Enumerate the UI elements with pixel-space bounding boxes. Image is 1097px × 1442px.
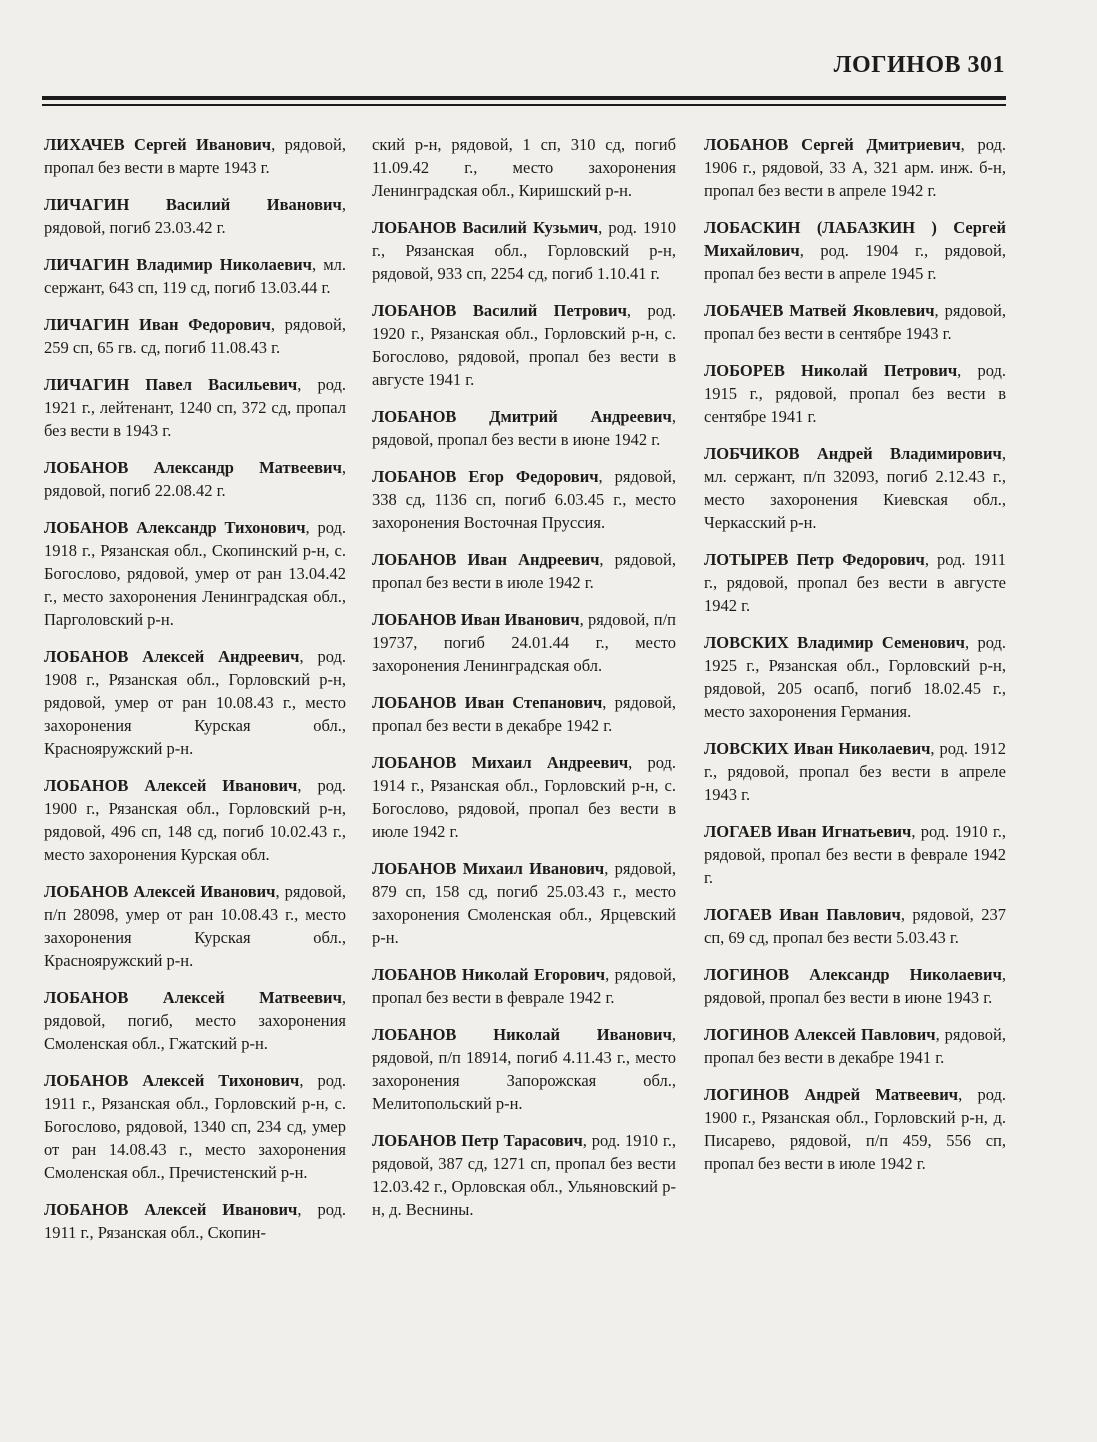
entry-name: ЛИЧАГИН Василий Иванович — [44, 195, 342, 214]
entry — [44, 133, 346, 179]
entry — [704, 548, 1006, 617]
entry-name: ЛОБАНОВ Михаил Андреевич — [372, 753, 629, 772]
entry-name: ЛОБАНОВ Иван Степанович — [372, 693, 603, 712]
entry — [704, 133, 1006, 202]
entry-text: , род. 1911 г., Рязанская обл., Горловский р-н, с. Богослово, рядовой, 1340 сп, 234 сд, умер от ран 14.08.43 г., место захоронения Смоленская обл., Пречистенский р-н. — [44, 1071, 347, 1182]
entry-name: ЛОБОРЕВ Николай Петрович — [704, 361, 958, 380]
entry-text: , род. 1921 г., лейтенант, 1240 сп, 372 сд, пропал без вести в 1943 г. — [44, 375, 346, 440]
entry-text: , рядовой, пропал без вести в марте 1943 г. — [44, 135, 346, 177]
header-rule-thick — [42, 96, 1006, 100]
entry-name: ЛОБАНОВ Алексей Иванович — [44, 776, 298, 795]
entry — [44, 1069, 346, 1184]
entry-text: , рядовой, пропал без вести в феврале 1942 г. — [372, 965, 676, 1007]
entry — [372, 548, 676, 594]
entry — [372, 691, 676, 737]
entry-text: , род. 1915 г., рядовой, пропал без вести в сентябре 1941 г. — [704, 361, 1006, 426]
entry — [704, 216, 1006, 285]
entry-name: ЛОГАЕВ Иван Павлович — [704, 905, 901, 924]
entry-text: , рядовой, 259 сп, 65 гв. сд, погиб 11.08.43 г. — [44, 315, 346, 357]
entry-name: ЛИЧАГИН Владимир Николаевич — [44, 255, 312, 274]
entry-name: ЛОГАЕВ Иван Игнатьевич — [704, 822, 912, 841]
entry-name: ЛОБАНОВ Михаил Иванович — [372, 859, 605, 878]
entry — [44, 516, 346, 631]
entry-name: ЛОБАНОВ Василий Петрович — [372, 301, 627, 320]
entry-text: , род. 1910 г., Рязанская обл., Горловский р-н, рядовой, 933 сп, 2254 сд, погиб 1.10.41 г. — [372, 218, 676, 283]
entry — [44, 774, 346, 866]
page-header: ЛОГИНОВ 301 — [833, 52, 1005, 78]
entry-name: ЛОВСКИХ Иван Николаевич — [704, 739, 931, 758]
entry — [44, 986, 346, 1055]
entry — [704, 963, 1006, 1009]
entry-text: , рядовой, пропал без вести в июне 1942 г. — [372, 407, 676, 449]
entry-text: , род. 1910 г., рядовой, 387 сд, 1271 сп, пропал без вести 12.03.42 г., Орловская обл., Ульяновский р-н, д. Веснины. — [372, 1131, 676, 1219]
entry — [372, 299, 676, 391]
entry — [44, 880, 346, 972]
entry-text: , род. 1900 г., Рязанская обл., Горловский р-н, рядовой, 496 сп, 148 сд, погиб 10.02.43 г., место захоронения Курская обл. — [44, 776, 346, 864]
entry-name: ЛОБАНОВ Василий Кузьмич — [372, 218, 599, 237]
entry-name: ЛОБАНОВ Александр Матвеевич — [44, 458, 342, 477]
entry-text: , рядовой, пропал без вести в декабре 1941 г. — [704, 1025, 1006, 1067]
entry-name: ЛОГИНОВ Алексей Павлович — [704, 1025, 936, 1044]
entry-name: ЛОБАНОВ Александр Тихонович — [44, 518, 306, 537]
entry-text: , рядовой, 879 сп, 158 сд, погиб 25.03.43 г., место захоронения Смоленская обл., Ярцевский р-н. — [372, 859, 676, 947]
entry — [372, 1023, 676, 1115]
entry-name: ЛОБАНОВ Алексей Андреевич — [44, 647, 300, 666]
entry — [704, 903, 1006, 949]
entry-name: ЛОБАНОВ Сергей Дмитриевич — [704, 135, 961, 154]
entry — [372, 963, 676, 1009]
entry-text: , рядовой, п/п 18914, погиб 4.11.43 г., место захоронения Запорожская обл., Мелитопольский р-н. — [372, 1025, 676, 1113]
entry-text: , род. 1925 г., Рязанская обл., Горловский р-н, рядовой, 205 осапб, погиб 18.02.45 г., место захоронения Германия. — [704, 633, 1007, 721]
entry-text: , рядовой, 338 сд, 1136 сп, погиб 6.03.45 г., место захоронения Восточная Пруссия. — [372, 467, 676, 532]
entry — [704, 359, 1006, 428]
entry-name: ЛОБАНОВ Иван Иванович — [372, 610, 580, 629]
entry-text: , рядовой, п/п 28098, умер от ран 10.08.43 г., место захоронения Курская обл., Краснояружский р-н. — [44, 882, 347, 970]
entry-text: , рядовой, погиб 22.08.42 г. — [44, 458, 346, 500]
entry — [44, 313, 346, 359]
entry-name: ЛОГИНОВ Андрей Матвеевич — [704, 1085, 959, 1104]
entry — [44, 456, 346, 502]
entry-text: , рядовой, пропал без вести в июне 1943 г. — [704, 965, 1006, 1007]
entry-text: , род. 1914 г., Рязанская обл., Горловский р-н, с. Богослово, рядовой, пропал без вести в июле 1942 г. — [372, 753, 676, 841]
entry-text: , мл. сержант, п/п 32093, погиб 2.12.43 г., место захоронения Киевская обл., Черкасский р-н. — [704, 444, 1006, 532]
entry — [704, 1023, 1006, 1069]
entry-text: , род. 1920 г., Рязанская обл., Горловский р-н, с. Богослово, рядовой, пропал без вести в августе 1941 г. — [372, 301, 676, 389]
entry-name: ЛОБАНОВ Алексей Иванович — [44, 882, 276, 901]
entry — [372, 465, 676, 534]
column-1 — [44, 133, 346, 1258]
entry-text: , рядовой, пропал без вести в декабре 1942 г. — [372, 693, 676, 735]
entry-name: ЛОБАНОВ Петр Тарасович — [372, 1131, 583, 1150]
entry-name: ЛОБАЧЕВ Матвей Яковлевич — [704, 301, 935, 320]
entry-text: , мл. сержант, 643 сп, 119 сд, погиб 13.03.44 г. — [44, 255, 346, 297]
entry-text: , род. 1908 г., Рязанская обл., Горловский р-н, рядовой, умер от ран 10.08.43 г., место захоронения Курская обл., Краснояружский р-н. — [44, 647, 346, 758]
entry-text: , род. 1910 г., рядовой, пропал без вести в феврале 1942 г. — [704, 822, 1006, 887]
entry-name: ЛОБАНОВ Николай Егорович — [372, 965, 606, 984]
entry-text: , род. 1911 г., Рязанская обл., Скопин- — [44, 1200, 346, 1242]
entry — [372, 608, 676, 677]
entry — [44, 193, 346, 239]
entry-name: ЛОБАНОВ Алексей Матвеевич — [44, 988, 342, 1007]
entry — [704, 631, 1006, 723]
entry-text: , род. 1906 г., рядовой, 33 А, 321 арм. инж. б-н, пропал без вести в апреле 1942 г. — [704, 135, 1006, 200]
entry — [372, 1129, 676, 1221]
header-rule-thin — [42, 104, 1006, 106]
entry-text: , рядовой, п/п 19737, погиб 24.01.44 г., место захоронения Ленинградская обл. — [372, 610, 676, 675]
entry-name: ЛОБАНОВ Дмитрий Андреевич — [372, 407, 672, 426]
entry-name: ЛОБАНОВ Николай Иванович — [372, 1025, 672, 1044]
entry — [44, 253, 346, 299]
entry-text: , рядовой, пропал без вести в июле 1942 г. — [372, 550, 676, 592]
entry — [372, 857, 676, 949]
entry-text: , род. 1918 г., Рязанская обл., Скопинский р-н, с. Богослово, рядовой, умер от ран 13.04.42 г., место захоронения Ленинградская обл., Парголовский р-н. — [44, 518, 346, 629]
entry — [704, 820, 1006, 889]
entry-text: , рядовой, погиб, место захоронения Смоленская обл., Гжатский р-н. — [44, 988, 346, 1053]
entry-text: , род. 1911 г., рядовой, пропал без вести в августе 1942 г. — [704, 550, 1006, 615]
entry-name: ЛОГИНОВ Александр Николаевич — [704, 965, 1002, 984]
entry — [372, 216, 676, 285]
entry — [44, 373, 346, 442]
entry-name: ЛОТЫРЕВ Петр Федорович — [704, 550, 925, 569]
entry — [44, 645, 346, 760]
entry-name: ЛОБАНОВ Алексей Иванович — [44, 1200, 298, 1219]
column-2 — [372, 133, 676, 1235]
entry-text: , рядовой, погиб 23.03.42 г. — [44, 195, 346, 237]
entry-name: ЛОБАСКИН (ЛАБАЗКИН ) Сергей Михайлович — [704, 218, 1006, 260]
entry-text: , рядовой, пропал без вести в сентябре 1943 г. — [704, 301, 1006, 343]
entry-name: ЛИЧАГИН Павел Васильевич — [44, 375, 298, 394]
entry — [704, 442, 1006, 534]
entry — [704, 1083, 1006, 1175]
entry-text: , рядовой, 237 сп, 69 сд, пропал без вести 5.03.43 г. — [704, 905, 1007, 947]
entry — [372, 133, 676, 202]
entry-text: , род. 1912 г., рядовой, пропал без вести в апреле 1943 г. — [704, 739, 1006, 804]
entry-name: ЛОВСКИХ Владимир Семенович — [704, 633, 965, 652]
entry-text: , род. 1904 г., рядовой, пропал без вести в апреле 1945 г. — [704, 241, 1006, 283]
entry-name: ЛИЧАГИН Иван Федорович — [44, 315, 271, 334]
entry-text: ский р-н, рядовой, 1 сп, 310 сд, погиб 11.09.42 г., место захоронения Ленинградская обл., Киришский р-н. — [372, 135, 676, 200]
entry — [704, 737, 1006, 806]
entry — [372, 751, 676, 843]
entry-name: ЛОБАНОВ Егор Федорович — [372, 467, 599, 486]
entry-name: ЛОБАНОВ Алексей Тихонович — [44, 1071, 300, 1090]
entry-text: , род. 1900 г., Рязанская обл., Горловский р-н, д. Писарево, рядовой, п/п 459, 556 сп, пропал без вести в июле 1942 г. — [704, 1085, 1006, 1173]
entry-name: ЛИХАЧЕВ Сергей Иванович — [44, 135, 272, 154]
entry — [44, 1198, 346, 1244]
entry — [704, 299, 1006, 345]
entry — [372, 405, 676, 451]
entry-name: ЛОБЧИКОВ Андрей Владимирович — [704, 444, 1002, 463]
entry-name: ЛОБАНОВ Иван Андреевич — [372, 550, 600, 569]
column-3 — [704, 133, 1006, 1189]
